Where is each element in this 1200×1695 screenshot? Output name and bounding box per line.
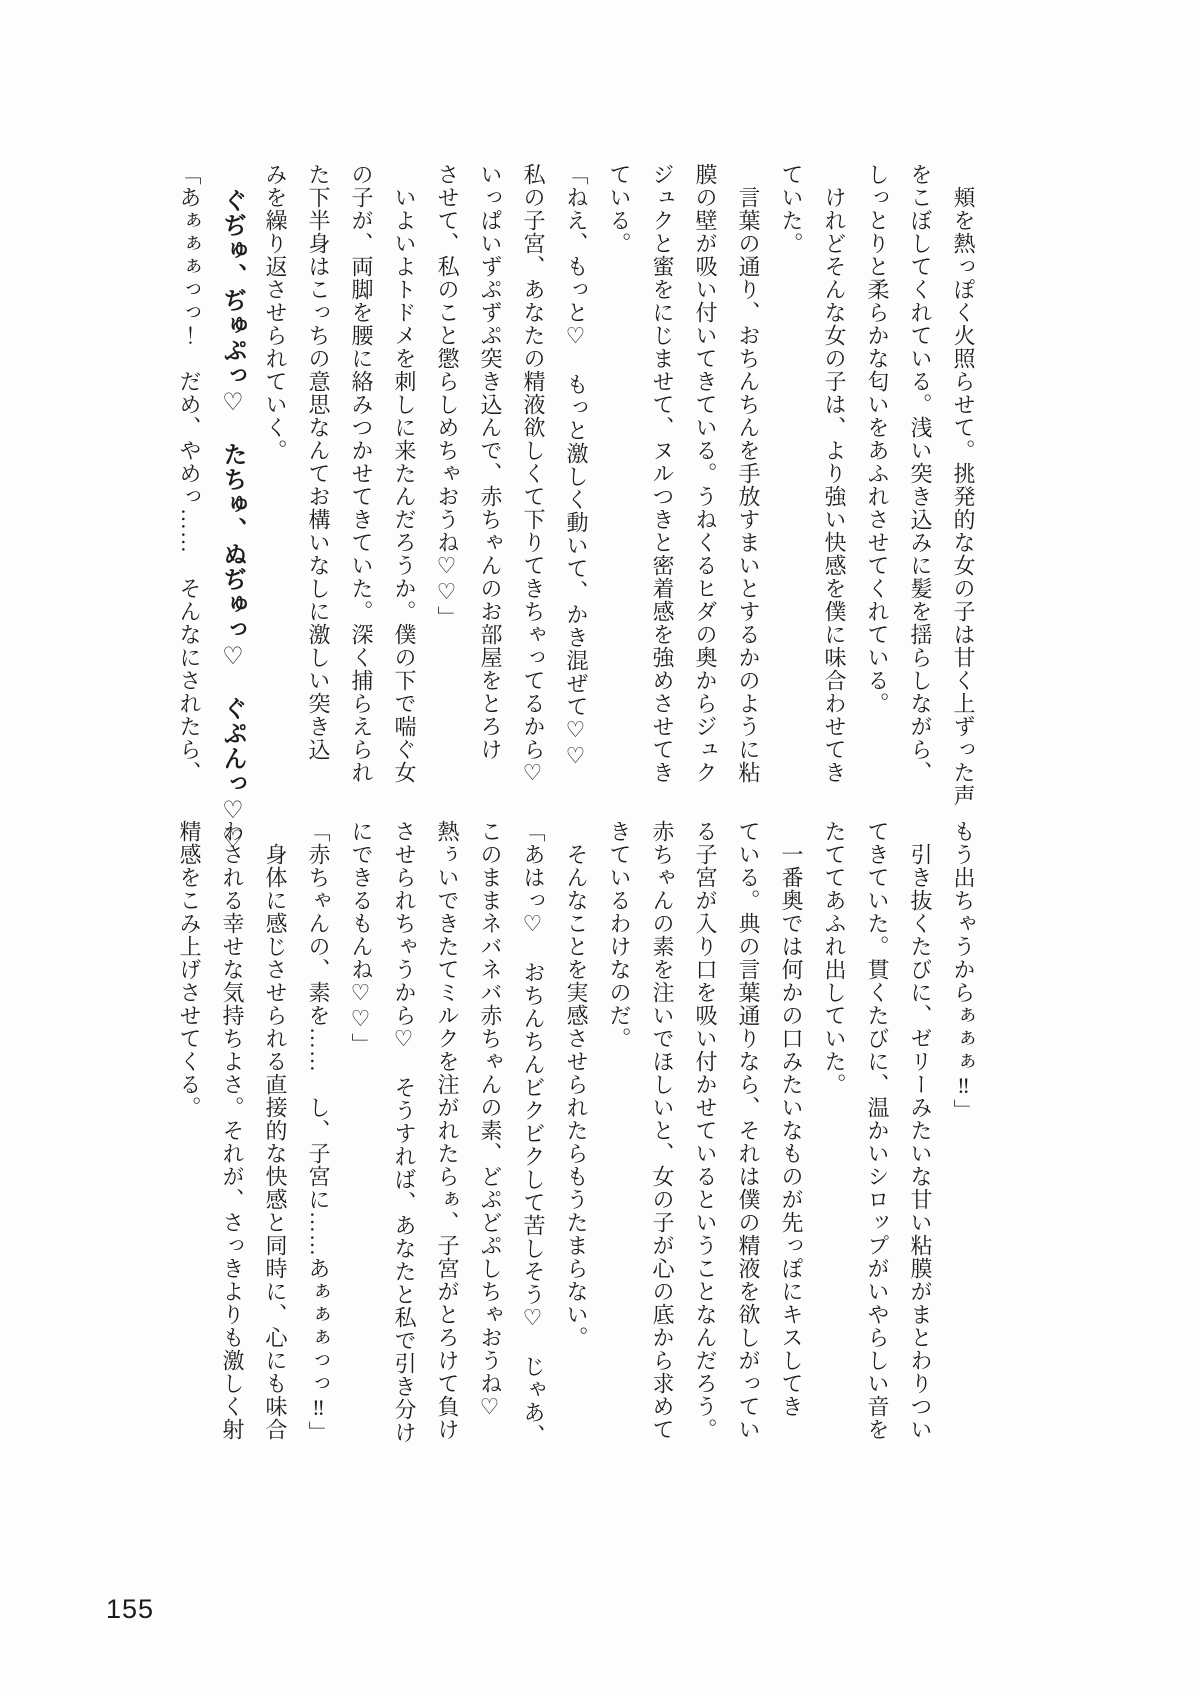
text-line: いよいよトドメを刺しに来たんだろうか。僕の下で喘ぐ女 <box>392 163 417 784</box>
vertical-text-block-lower <box>168 820 985 1470</box>
text-line: にできるもんね♡♡」 <box>349 820 374 1056</box>
text-line: の子が、両脚を腰に絡みつかせてきていた。深く捕らえられ <box>349 163 374 784</box>
text-line: る子宮が入り口を吸い付かせているということなんだろう。 <box>693 820 718 1441</box>
text-line: このままネバネバ赤ちゃんの素、どぷどぷしちゃおうね♡ <box>478 820 503 1421</box>
text-line: みを繰り返させられていく。 <box>263 163 288 462</box>
text-line: てきていた。貫くたびに、温かいシロップがいやらしい音を <box>865 820 890 1441</box>
page-number: 155 <box>106 1594 155 1624</box>
text-line: をこぼしてくれている。浅い突き込みに髪を揺らしながら、 <box>908 163 933 784</box>
text-line: 一番奥では何かの口みたいなものが先っぽにキスしてき <box>779 820 804 1418</box>
text-line: た下半身はこっちの意思なんてお構いなしに激しい突き込 <box>306 163 331 761</box>
text-line: 膜の壁が吸い付いてきている。うねくるヒダの奥からジュク <box>693 163 718 784</box>
text-line: 「あぁぁぁっっ！ だめ、やめっ…… そんなにされたら、 <box>177 163 202 784</box>
text-line: させられちゃうから♡ そうすれば、あなたと私で引き分け <box>392 820 417 1444</box>
text-line: しっとりと柔らかな匂いをあふれさせてくれている。 <box>865 163 890 715</box>
text-line: 言葉の通り、おちんちんを手放すまいとするかのように粘 <box>736 163 761 784</box>
text-line: ていた。 <box>779 163 804 255</box>
text-line: 赤ちゃんの素を注いでほしいと、女の子が心の底から求めて <box>650 820 675 1441</box>
text-line: 引き抜くたびに、ゼリーみたいな甘い粘膜がまとわりつい <box>908 820 933 1441</box>
text-line: させて、私のこと懲らしめちゃおうね♡♡」 <box>435 163 460 629</box>
text-line: ている。 <box>607 163 632 255</box>
text-line: 「あはっ♡ おちんちんビクビクして苦しそう♡ じゃあ、 <box>521 820 546 1447</box>
text-line: 熱ぅいできたてミルクを注がれたらぁ、子宮がとろけて負け <box>435 820 460 1441</box>
text-line: そんなことを実感させられたらもうたまらない。 <box>564 820 589 1349</box>
text-line: 頬を熱っぽく火照らせて。挑発的な女の子は甘く上ずった声 <box>951 163 976 807</box>
text-line: ている。典の言葉通りなら、それは僕の精液を欲しがってい <box>736 820 761 1441</box>
text-line: 身体に感じさせられる直接的な快感と同時に、心にも味合 <box>263 820 288 1441</box>
text-line: わされる幸せな気持ちよさ。それが、さっきよりも激しく射 <box>220 820 245 1441</box>
text-line: ジュクと蜜をにじませて、ヌルつきと密着感を強めさせてき <box>650 163 675 784</box>
text-line: 私の子宮、あなたの精液欲しくて下りてきちゃってるから♡ <box>521 163 546 787</box>
text-line: いっぱいずぷずぷ突き込んで、赤ちゃんのお部屋をとろけ <box>478 163 503 761</box>
text-line: たててあふれ出していた。 <box>822 820 847 1096</box>
text-line: ぐぢゅ、ぢゅぷっ♡ たちゅ、ぬぢゅっ♡ ぐぷんっ♡♡ <box>219 163 246 854</box>
text-line: 「ねえ、もっと♡ もっと激しく動いて、かき混ぜて♡♡ <box>564 163 589 770</box>
text-line: きているわけなのだ。 <box>607 820 632 1050</box>
text-line: 「赤ちゃんの、素を…… し、子宮に……あぁぁぁっっ‼」 <box>306 820 331 1444</box>
text-line: 精感をこみ上げさせてくる。 <box>177 820 202 1119</box>
text-line: もう出ちゃうからぁぁぁ‼」 <box>951 820 976 1122</box>
text-line: けれどそんな女の子は、より強い快感を僕に味合わせてき <box>822 163 847 784</box>
vertical-text-block-upper <box>168 163 985 854</box>
